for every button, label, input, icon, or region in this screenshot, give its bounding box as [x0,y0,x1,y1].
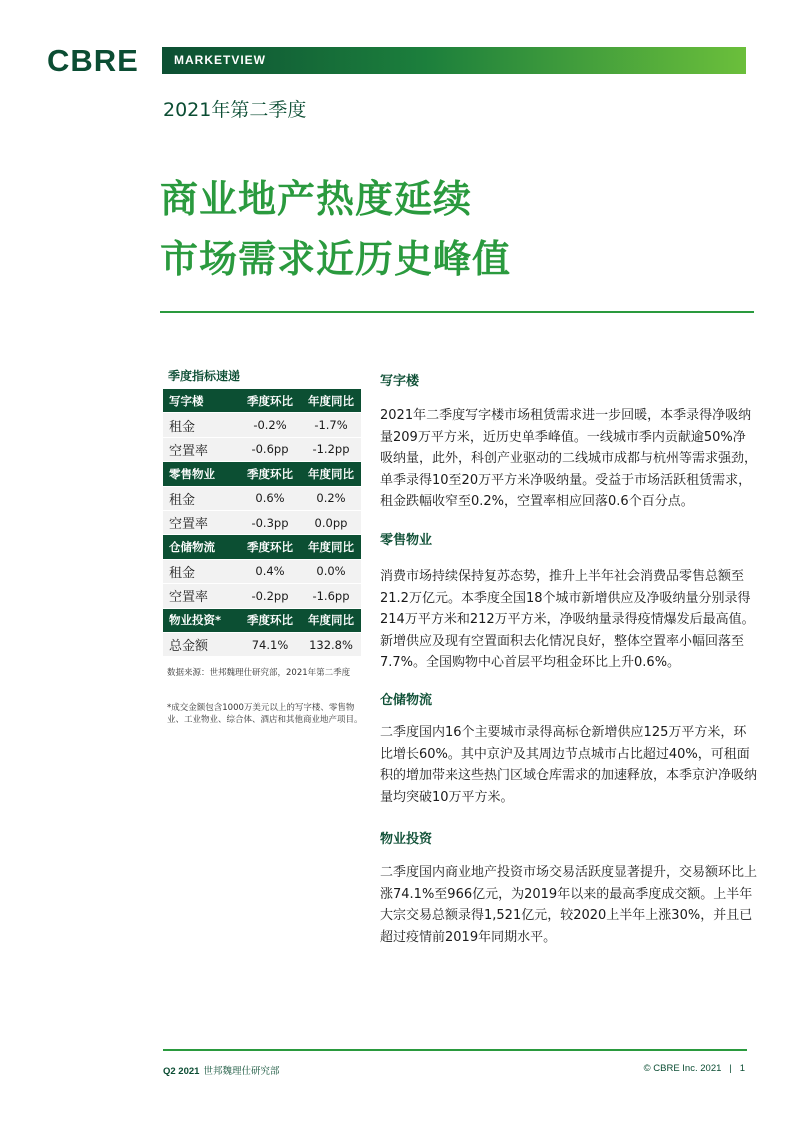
kpi-col-yoy-header: 年度同比 [308,393,354,408]
section-heading-retail: 零售物业 [380,533,433,548]
kpi-table [163,389,361,657]
kpi-yoy-value: 0.0% [316,564,346,579]
cbre-logo: CBRE [47,43,139,78]
kpi-qoq-value: -0.2pp [251,588,289,603]
kpi-yoy-value: 0.0pp [314,515,348,530]
footer-copyright: © CBRE Inc. 2021 [643,1063,722,1074]
kpi-row-label: 空置率 [169,443,209,459]
kpi-row [163,560,361,584]
kpi-yoy-value: 132.8% [309,637,353,652]
section-body-retail: 消费市场持续保持复苏态势，推升上半年社会消费品零售总额至21.2万亿元。本季度全国18个城市新增供应及净吸纳量分别录得214万平方米和212万平方米，净吸纳量录得疫情爆发后最高值。新增供应及现有空置面积去化情况良好，整体空置率小幅回落至7.7%。全国购物中心首层平均租金环比上升0.6%。 [380,569,755,670]
kpi-yoy-value: -1.7% [314,418,348,433]
kpi-row [163,413,361,437]
kpi-col-yoy-header: 年度同比 [308,613,354,628]
report-quarter: 2021年第二季度 [163,99,307,121]
kpi-qoq-value: -0.2% [253,418,287,433]
kpi-row-label: 总金额 [169,639,209,655]
report-title-line1: 商业地产热度延续 [160,177,473,221]
kpi-source-note: 数据来源：世邦魏理仕研究部，2021年第二季度 [167,668,351,678]
kpi-group-name: 仓储物流 [169,540,215,555]
section-body-investment: 二季度国内商业地产投资市场交易活跃度显著提升，交易额环比上涨74.1%至966亿元，为2019年以来的最高季度成交额。上半年大宗交易总额录得1,521亿元，较2020上半年上涨30%，并且已超过疫情前2019年同期水平。 [380,865,758,945]
footer-right [644,1063,745,1074]
kpi-row-label: 空置率 [169,517,209,533]
kpi-group-name: 写字楼 [169,393,204,408]
kpi-table-heading: 季度指标速递 [168,369,241,383]
kpi-group-header [163,609,361,633]
kpi-col-yoy-header: 年度同比 [308,540,354,555]
kpi-col-qoq-header: 季度环比 [247,466,293,481]
kpi-col-qoq-header: 季度环比 [247,540,293,555]
footer-separator: | [729,1063,732,1074]
kpi-yoy-value: -1.2pp [312,442,350,457]
kpi-group-header [163,535,361,559]
kpi-row-label: 租金 [169,565,196,581]
footer-dept: 世邦魏理仕研究部 [203,1066,280,1077]
kpi-row [163,633,361,657]
kpi-col-qoq-header: 季度环比 [247,393,293,408]
section-heading-investment: 物业投资 [380,832,433,847]
kpi-qoq-value: 0.4% [255,564,285,579]
footer-quarter: Q2 2021 [163,1066,200,1077]
section-body-office: 2021年二季度写字楼市场租赁需求进一步回暖，本季录得净吸纳量209万平方米，近历史单季峰值。一线城市季内贡献逾50%净吸纳量，此外，科创产业驱动的二线城市成都与杭州等需求强劲，单季录得10至20万平方米净吸纳量。受益于市场活跃租赁需求，租金跌幅收窄至0.2%，空置率相应回落0.6个百分点。 [380,408,758,509]
kpi-qoq-value: 0.6% [255,491,285,506]
report-title-line2: 市场需求近历史峰值 [160,237,512,281]
kpi-row-label: 租金 [169,492,196,508]
kpi-row [163,438,361,462]
kpi-group-header [163,389,361,413]
kpi-group-name: 零售物业 [169,466,215,481]
kpi-footnote: *成交金额包含1000万美元以上的写字楼、零售物业、工业物业、综合体、酒店和其他商业地产项目。 [167,703,363,725]
section-body-logistics: 二季度国内16个主要城市录得高标仓新增供应125万平方米，环比增长60%。其中京沪及其周边节点城市占比超过40%，可租面积的增加带来这些热门区域仓库需求的加速释放，本季京沪净吸纳量均突破10万平方米。 [380,725,758,805]
kpi-row-label: 租金 [169,419,196,435]
kpi-yoy-value: -1.6pp [312,588,350,603]
kpi-qoq-value: 74.1% [251,637,289,652]
kpi-col-yoy-header: 年度同比 [308,466,354,481]
kpi-row [163,487,361,511]
kpi-col-qoq-header: 季度环比 [247,613,293,628]
kpi-row [163,511,361,535]
kpi-row-label: 空置率 [169,590,209,606]
page-number: 1 [739,1063,745,1074]
title-divider [160,311,754,313]
footer-left [163,1063,279,1077]
kpi-group-header [163,462,361,486]
section-heading-logistics: 仓储物流 [380,693,433,708]
kpi-yoy-value: 0.2% [316,491,346,506]
kpi-qoq-value: -0.3pp [251,515,289,530]
banner-label: MARKETVIEW [174,53,266,67]
kpi-row [163,584,361,608]
kpi-group-name: 物业投资* [169,613,222,628]
kpi-qoq-value: -0.6pp [251,442,289,457]
footer-divider [163,1049,747,1051]
marketview-banner [162,47,746,74]
section-heading-office: 写字楼 [380,374,420,389]
